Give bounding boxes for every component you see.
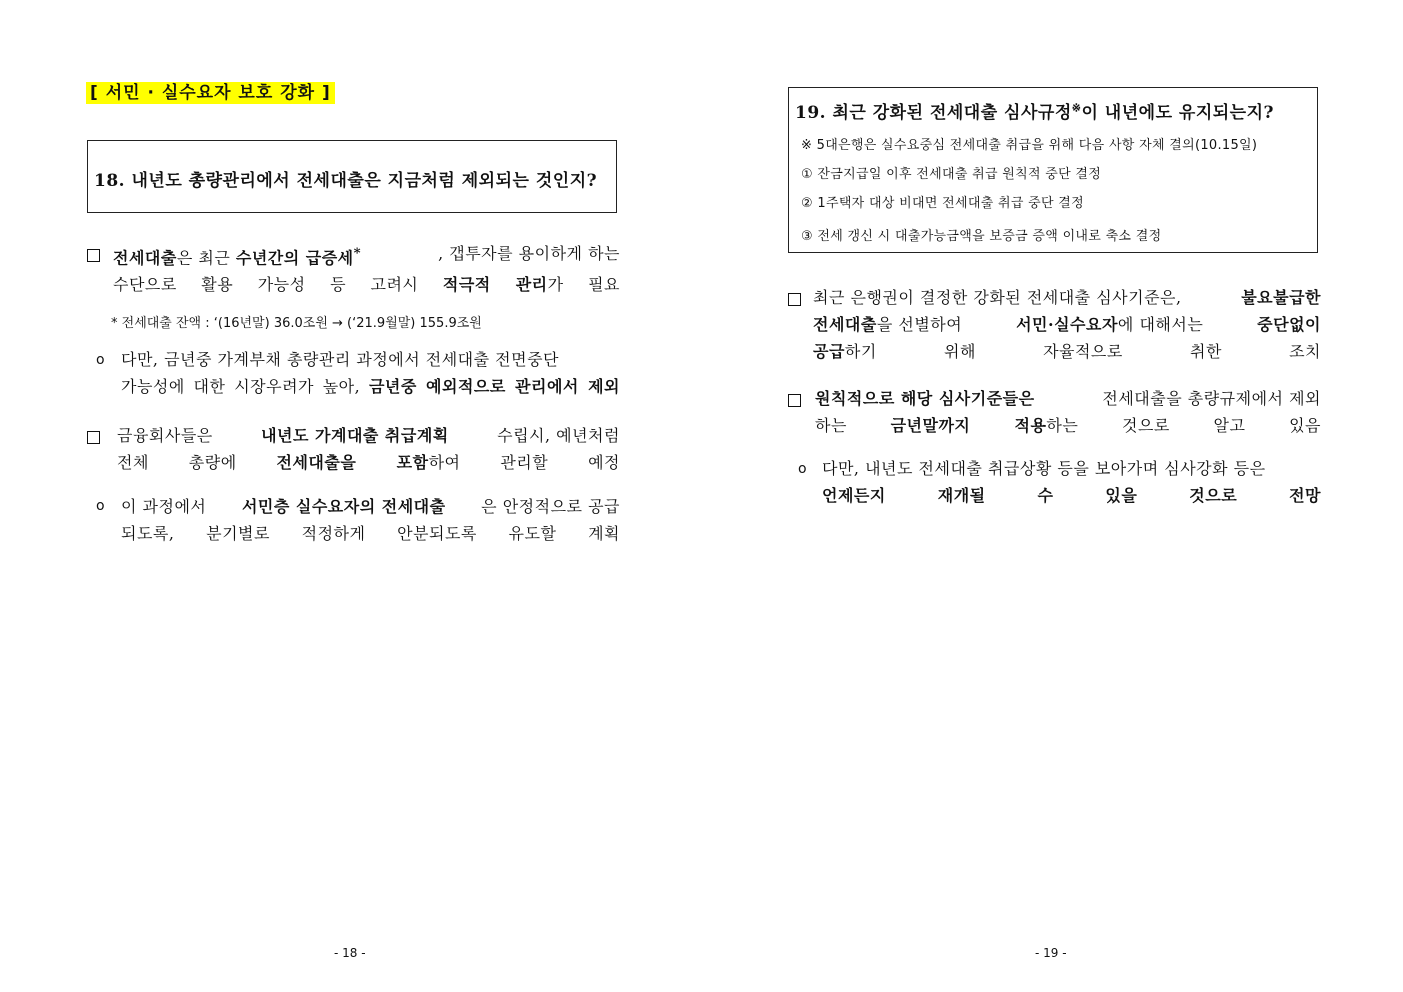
left-o2-line1 xyxy=(121,493,620,520)
text-bold: 원칙적으로 해당 심사기준들은 xyxy=(815,389,1035,408)
right-p2-line2 xyxy=(815,412,1321,439)
left-o2-line2: 되도록, 분기별로 적정하게 안분되도록 유도할 계획 xyxy=(121,524,620,543)
text: 이 내년에도 유지되는지? xyxy=(1081,103,1274,123)
text-bold: 서민층 실수요자의 전세대출 xyxy=(241,497,446,516)
text: 전체 총량에 xyxy=(117,453,277,472)
checkbox-bullet xyxy=(87,431,100,444)
reference-mark: ※ xyxy=(1071,101,1082,115)
circle-bullet: o xyxy=(798,461,807,477)
checkbox-bullet xyxy=(788,293,801,306)
section-title: [ 서민 · 실수요자 보호 강화 ] xyxy=(86,82,335,104)
right-o1-line1 xyxy=(822,455,1321,482)
right-o1-line2: 언제든지 재개될 수 있을 것으로 전망 xyxy=(822,486,1321,505)
text-bold: 수년간의 급증세 xyxy=(235,248,354,268)
text: 하기 위해 자율적으로 취한 조치 xyxy=(844,342,1321,361)
text: 가능성에 대한 시장우려가 높아, xyxy=(121,377,369,396)
page-number-left: - 18 - xyxy=(334,946,366,960)
text: 하여 관리할 예정 xyxy=(428,453,620,472)
right-p1-line3 xyxy=(813,338,1321,365)
text: 가 필요 xyxy=(547,275,620,295)
checkbox-bullet xyxy=(87,249,100,262)
footnote: * 전세대출 잔액 : ‘(16년말) 36.0조원 → (‘21.9월말) 155.9조원 xyxy=(111,316,482,331)
text: 은 안정적으로 공급 xyxy=(481,497,620,516)
right-paragraph-2 xyxy=(815,385,1321,439)
text-bold: 적극적 관리 xyxy=(442,275,548,295)
question-19-box xyxy=(788,87,1318,253)
q19-item-1: ① 잔금지급일 이후 전세대출 취급 원칙적 중단 결정 xyxy=(801,167,1102,182)
left-sub-paragraph-1 xyxy=(121,346,620,400)
circle-bullet: o xyxy=(96,352,105,368)
q19-note: ※ 5대은행은 실수요중심 전세대출 취급을 위해 다음 사항 자체 결의(10.15일) xyxy=(801,138,1258,153)
left-o1-line2 xyxy=(121,373,620,400)
text: 다만, 내년도 전세대출 취급상황 등을 보아가며 심사강화 등은 xyxy=(822,459,1266,478)
text: 다만, 금년중 가계부채 총량관리 과정에서 전세대출 전면중단 xyxy=(121,350,560,369)
checkbox-bullet xyxy=(788,394,801,407)
left-paragraph-1 xyxy=(113,240,620,298)
text-bold: 금년말까지 적용 xyxy=(890,416,1047,435)
text-bold: 서민·실수요자 xyxy=(1016,315,1118,334)
left-p1-line1 xyxy=(113,240,620,271)
left-p2-line2 xyxy=(117,449,620,476)
text: , 갭투자를 용이하게 하는 xyxy=(438,244,620,263)
question-19-title xyxy=(795,98,1274,123)
text-bold: 전세대출 xyxy=(113,248,177,268)
right-p1-line1 xyxy=(813,284,1321,311)
left-o1-line1 xyxy=(121,346,620,373)
text-bold: 전세대출을 포함 xyxy=(276,453,429,472)
right-sub-paragraph-1 xyxy=(822,455,1321,509)
text: 19. 최근 강화된 전세대출 심사규정 xyxy=(795,103,1072,123)
text: 최근 은행권이 결정한 강화된 전세대출 심사기준은, xyxy=(813,288,1182,307)
page-number-right: - 19 - xyxy=(1035,946,1067,960)
text: 에 대해서는 xyxy=(1117,315,1204,334)
text-bold: 중단없이 xyxy=(1257,315,1321,334)
left-paragraph-2 xyxy=(117,422,620,476)
text: 은 최근 xyxy=(176,248,236,268)
text: 수립시, 예년처럼 xyxy=(497,426,620,445)
text: 을 선별하여 xyxy=(876,315,963,334)
left-p2-line1 xyxy=(117,422,620,449)
text: 하는 xyxy=(815,416,891,435)
text: 하는 것으로 알고 있음 xyxy=(1046,416,1321,435)
text-bold: 불요불급한 xyxy=(1241,288,1321,307)
right-paragraph-1 xyxy=(813,284,1321,365)
text-bold: 금년중 예외적으로 관리에서 제외 xyxy=(368,377,620,396)
q19-item-2: ② 1주택자 대상 비대면 전세대출 취급 중단 결정 xyxy=(801,196,1084,211)
text: 금융회사들은 xyxy=(117,426,213,445)
text-bold: 전세대출 xyxy=(813,315,877,334)
left-sub-paragraph-2 xyxy=(121,493,620,547)
left-p1-line2 xyxy=(113,271,620,298)
text-bold: 공급 xyxy=(813,342,845,361)
text-bold: 내년도 가계대출 취급계획 xyxy=(261,426,449,445)
text: 전세대출을 총량규제에서 제외 xyxy=(1102,389,1321,408)
question-18-box xyxy=(87,140,617,213)
text: 이 과정에서 xyxy=(121,497,207,516)
circle-bullet: o xyxy=(96,498,105,514)
footnote-mark: * xyxy=(353,245,362,261)
question-18-title: 18. 내년도 총량관리에서 전세대출은 지금처럼 제외되는 것인지? xyxy=(94,171,598,191)
right-p1-line2 xyxy=(813,311,1321,338)
q19-item-3: ③ 전세 갱신 시 대출가능금액을 보증금 증액 이내로 축소 결정 xyxy=(801,229,1162,244)
text: 수단으로 활용 가능성 등 고려시 xyxy=(113,275,443,295)
right-p2-line1 xyxy=(815,385,1321,412)
